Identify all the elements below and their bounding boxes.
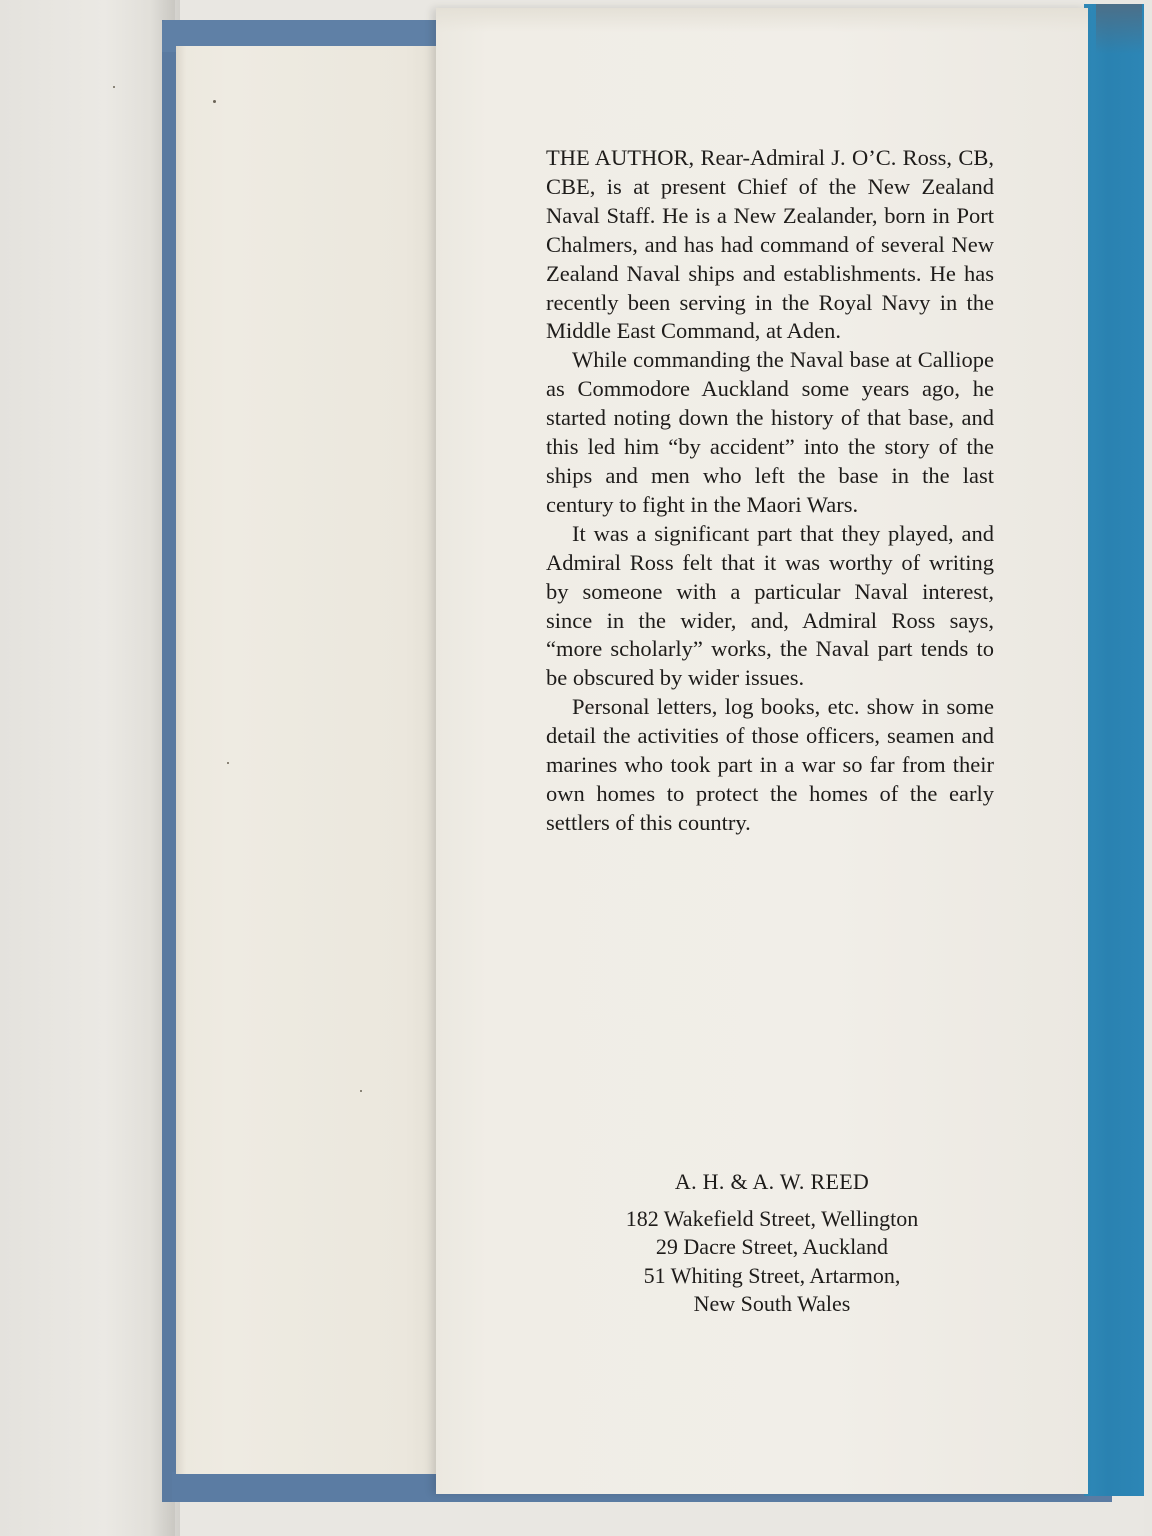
- jacket-worn-corner: [1096, 4, 1142, 54]
- book-left-page: [0, 0, 175, 1536]
- endpaper-speck: [213, 100, 216, 103]
- blurb-paragraph-author: THE AUTHOR, Rear-Admiral J. O’C. Ross, CB, CBE, is at present Chief of the New Zealand Naval Staff. He is a New Zealander, born in Port Chalmers, and has had command of several New Zealand Naval ships and establishments. He has recently been serving in the Royal Navy in the Middle East Command, at Aden.: [546, 145, 994, 344]
- endpaper: [176, 46, 446, 1474]
- background-edge: [1144, 0, 1152, 1536]
- publisher-name: A. H. & A. W. REED: [674, 1169, 870, 1194]
- publisher-address-line: 182 Wakefield Street, Wellington: [625, 1205, 919, 1231]
- blurb-paragraph-significance: It was a significant part that they played, and Admiral Ross felt that it was worthy of writing by someone with a particular Naval interest, since in the wider, and, Admiral Ross says, “more scholarly” works, the Naval part tends to be obscured by wider issues.: [546, 520, 994, 691]
- blurb-paragraph-history: While commanding the Naval base at Calliope as Commodore Auckland some years ago, he started noting down the history of that base, and this led him “by accident” into the story of the ships and men who left the base in the last century to fight in the Maori Wars.: [546, 347, 994, 517]
- publisher-address-line: 51 Whiting Street, Artarmon,: [643, 1262, 901, 1288]
- endpaper-fold: [176, 46, 186, 1474]
- jacket-front-cover-edge: [1084, 4, 1144, 1496]
- endpaper-speck: [227, 762, 229, 764]
- publisher-address-line: 29 Dacre Street, Auckland: [655, 1234, 889, 1259]
- publisher-address-line: New South Wales: [693, 1291, 851, 1316]
- author-blurb: [546, 144, 994, 838]
- endpaper-speck: [360, 1090, 362, 1092]
- flap-top-wear: [436, 8, 1088, 32]
- blurb-paragraph-sources: Personal letters, log books, etc. show in some detail the activities of those officers, seamen and marines who took part in a war so far from their own homes to protect the homes of the early settlers of this country.: [546, 694, 994, 835]
- page-speck: [113, 86, 115, 88]
- publisher-imprint: [546, 1168, 998, 1319]
